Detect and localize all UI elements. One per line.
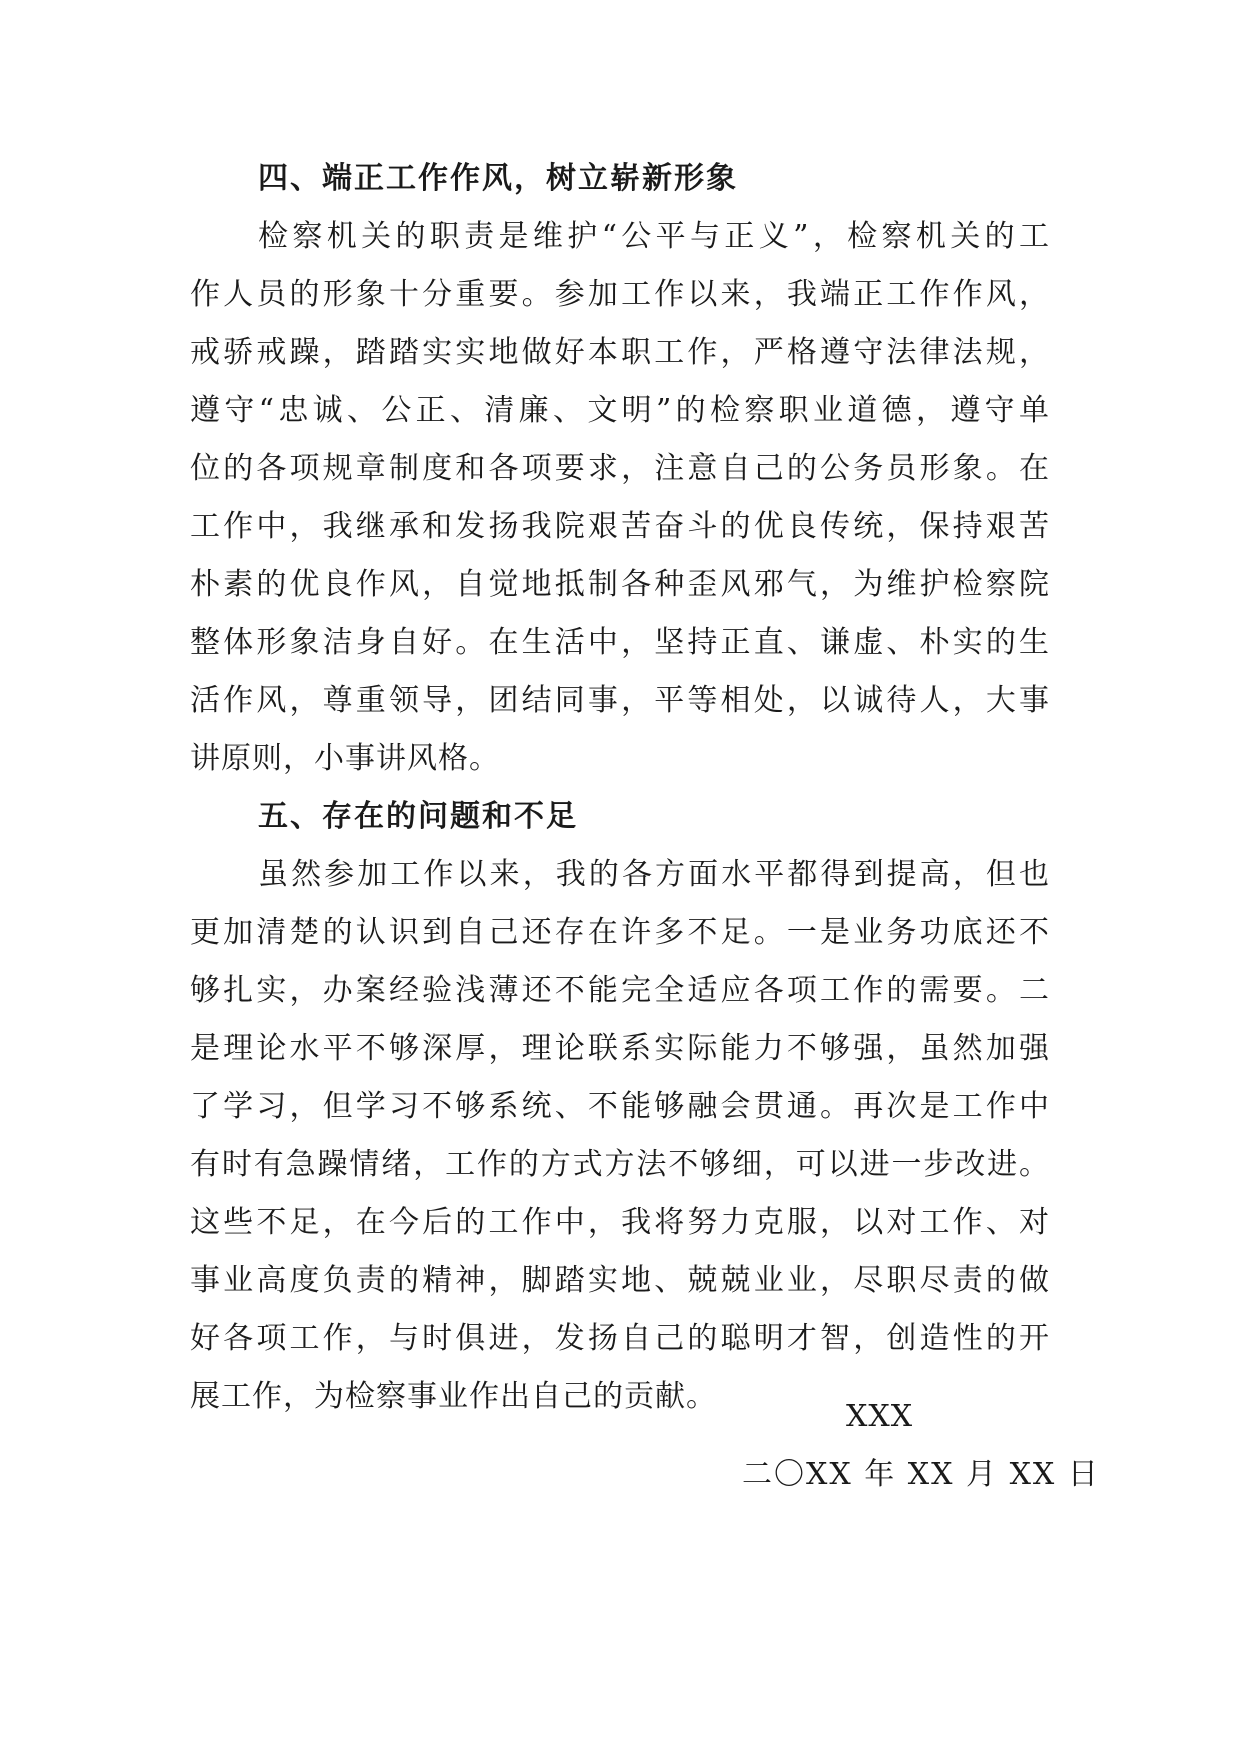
paragraph-line: 好各项工作，与时俱进，发扬自己的聪明才智，创造性的开 — [190, 1321, 1050, 1356]
paragraph-line: 展工作，为检察事业作出自己的贡献。 — [190, 1379, 717, 1414]
paragraph-line: 是理论水平不够深厚，理论联系实际能力不够强，虽然加强 — [190, 1031, 1050, 1066]
paragraph-line: 更加清楚的认识到自己还存在许多不足。一是业务功底还不 — [190, 915, 1050, 950]
paragraph-line: 这些不足，在今后的工作中，我将努力克服，以对工作、对 — [190, 1205, 1050, 1240]
paragraph-line: 戒骄戒躁，踏踏实实地做好本职工作，严格遵守法律法规， — [190, 335, 1050, 370]
paragraph-line: 讲原则，小事讲风格。 — [190, 741, 500, 776]
paragraph-line: 位的各项规章制度和各项要求，注意自己的公务员形象。在 — [190, 451, 1050, 486]
paragraph-line: 工作中，我继承和发扬我院艰苦奋斗的优良传统，保持艰苦 — [190, 509, 1050, 544]
paragraph-line: 整体形象洁身自好。在生活中，坚持正直、谦虚、朴实的生 — [190, 625, 1050, 660]
paragraph-line: 作人员的形象十分重要。参加工作以来，我端正工作作风， — [190, 277, 1050, 312]
paragraph-line: 活作风，尊重领导，团结同事，平等相处，以诚待人，大事 — [190, 683, 1050, 718]
signature-name: XXX — [846, 1399, 914, 1434]
paragraph-line: 事业高度负责的精神，脚踏实地、兢兢业业，尽职尽责的做 — [190, 1263, 1050, 1298]
paragraph-line: 虽然参加工作以来，我的各方面水平都得到提高，但也 — [258, 857, 1050, 892]
document-body — [190, 150, 1050, 1426]
paragraph-line: 遵守“忠诚、公正、清廉、文明”的检察职业道德，遵守单 — [190, 393, 1050, 428]
paragraph-line: 了学习，但学习不够系统、不能够融会贯通。再次是工作中 — [190, 1089, 1050, 1124]
paragraph-line: 检察机关的职责是维护“公平与正义”，检察机关的工 — [258, 219, 1050, 254]
signature-date: 二〇XX 年 XX 月 XX 日 — [742, 1457, 1100, 1492]
section-5-paragraph — [190, 846, 1050, 1426]
section-heading-5: 五、存在的问题和不足 — [258, 799, 578, 834]
section-heading-4: 四、端正工作作风，树立崭新形象 — [258, 161, 738, 196]
paragraph-line: 有时有急躁情绪，工作的方式方法不够细，可以进一步改进。 — [190, 1147, 1050, 1182]
section-4-paragraph — [190, 208, 1050, 788]
paragraph-line: 朴素的优良作风，自觉地抵制各种歪风邪气，为维护检察院 — [190, 567, 1050, 602]
paragraph-line: 够扎实，办案经验浅薄还不能完全适应各项工作的需要。二 — [190, 973, 1050, 1008]
